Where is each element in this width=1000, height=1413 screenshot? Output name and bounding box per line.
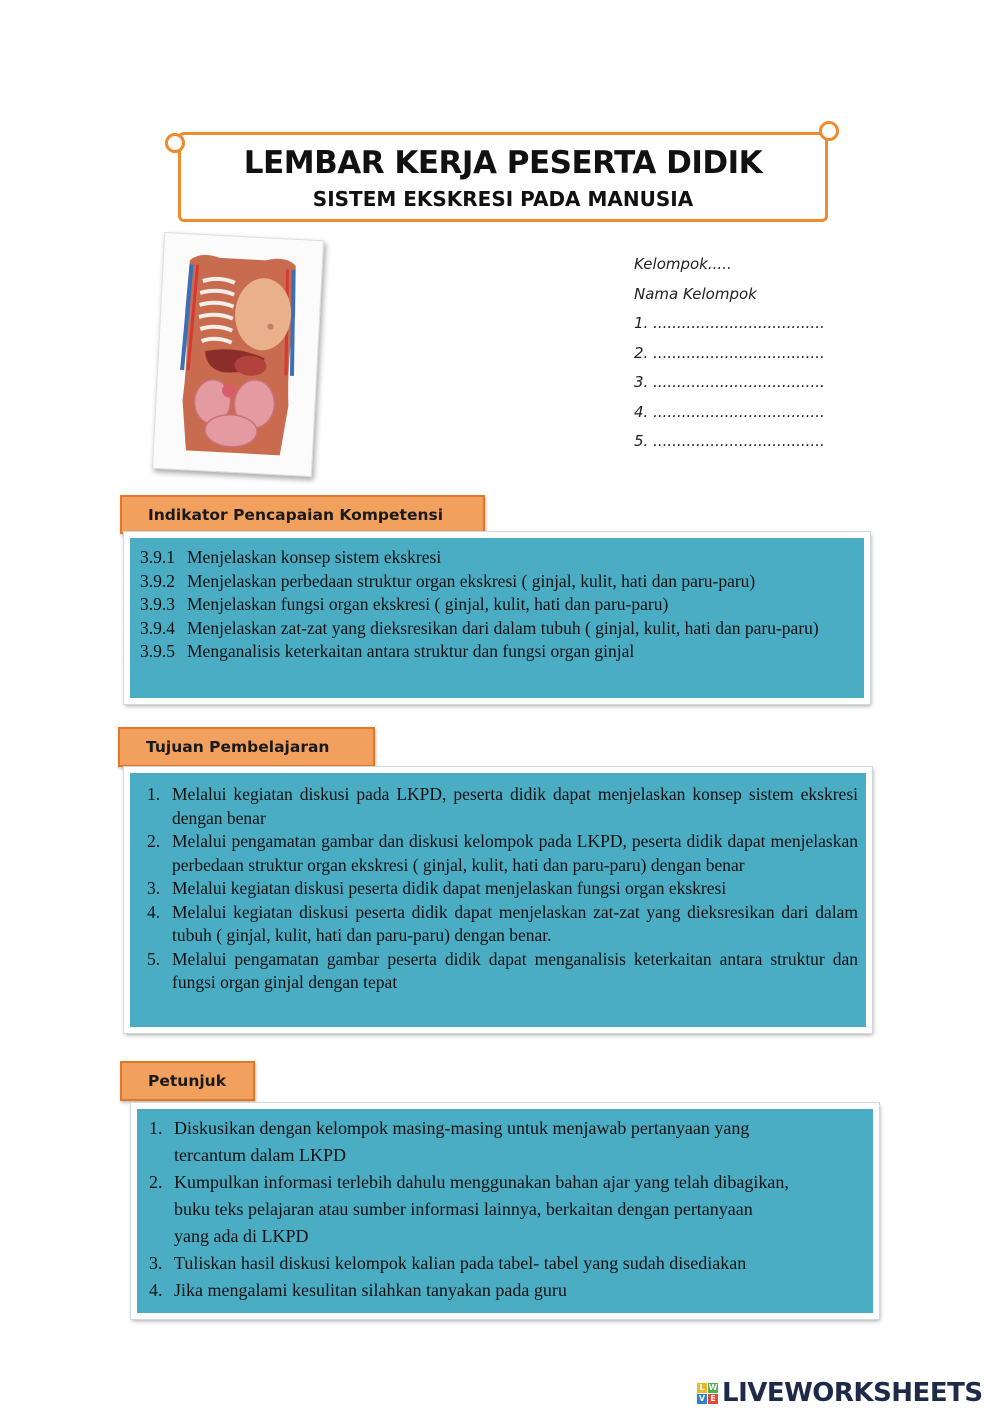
indikator-heading xyxy=(120,495,485,534)
list-item: 2. Kumpulkan informasi terlebih dahulu menggunakan bahan ajar yang telah dibagikan, buku teks pelajaran atau sumber informasi lainnya, berkaitan dengan pertanyaan yang ada di LKPD xyxy=(149,1172,789,1246)
scroll-curl-left-icon xyxy=(165,133,185,153)
list-item: 4. Melalui kegiatan diskusi peserta didik dapat menjelaskan zat-zat yang dieksresikan dari dalam tubuh ( ginjal, kulit, hati dan paru-paru) dengan benar. xyxy=(147,901,858,945)
list-item: 3. Melalui kegiatan diskusi peserta didik dapat menjelaskan fungsi organ ekskresi xyxy=(147,878,727,898)
list-item: 2. Melalui pengamatan gambar dan diskusi kelompok pada LKPD, peserta didik dapat menjelaskan perbedaan struktur organ ekskresi ( ginjal, kulit, hati dan paru-paru) dengan benar xyxy=(147,831,858,875)
petunjuk-heading xyxy=(120,1061,255,1101)
title-banner xyxy=(178,132,828,222)
group-label[interactable]: Kelompok..... xyxy=(634,255,732,273)
anatomy-photo xyxy=(152,232,324,477)
list-item: 5. Melalui pengamatan gambar peserta didik dapat menganalisis keterkaitan antara struktur dan fungsi organ ginjal dengan tepat xyxy=(147,948,858,992)
tujuan-heading-label: Tujuan Pembelajaran xyxy=(146,738,330,756)
scroll-curl-right-icon xyxy=(819,121,839,141)
member-line-4[interactable]: 4. .................................... xyxy=(634,402,825,421)
petunjuk-box xyxy=(131,1103,879,1319)
list-item: 3.9.2 Menjelaskan perbedaan struktur organ ekskresi ( ginjal, kulit, hati dan paru-paru) xyxy=(140,570,756,591)
member-line-3[interactable]: 3. .................................... xyxy=(634,373,825,391)
list-item: 1. Melalui kegiatan diskusi pada LKPD, peserta didik dapat menjelaskan konsep sistem ekskresi dengan benar xyxy=(147,784,858,828)
page-subtitle: SISTEM EKSKRESI PADA MANUSIA xyxy=(312,187,694,211)
liveworksheets-footer[interactable] xyxy=(697,1378,983,1408)
member-line-5[interactable]: 5. .................................... xyxy=(634,432,825,450)
list-item: 3.9.3 Menjelaskan fungsi organ ekskresi ( ginjal, kulit, hati dan paru-paru) xyxy=(140,594,669,614)
member-line-2[interactable]: 2. .................................... xyxy=(634,343,825,362)
tujuan-box xyxy=(124,767,872,1033)
page-title: LEMBAR KERJA PESERTA DIDIK xyxy=(243,145,763,181)
liveworksheets-brand: LIVEWORKSHEETS xyxy=(722,1378,983,1408)
list-item: 3.9.1 Menjelaskan konsep sistem ekskresi xyxy=(140,547,442,567)
list-item: 3.9.4 Menjelaskan zat-zat yang dieksresikan dari dalam tubuh ( ginjal, kulit, hati dan paru-paru) xyxy=(140,617,819,638)
petunjuk-heading-label: Petunjuk xyxy=(148,1072,227,1090)
human-anatomy-icon xyxy=(170,250,306,458)
list-item: 3. Tuliskan hasil diskusi kelompok kalian pada tabel- tabel yang sudah disediakan xyxy=(149,1253,747,1273)
group-info xyxy=(634,250,825,457)
indikator-heading-label: Indikator Pencapaian Kompetensi xyxy=(148,505,444,524)
indikator-box xyxy=(124,532,870,704)
liveworksheets-logo-icon: L W V E xyxy=(698,1382,718,1403)
group-members-label: Nama Kelompok xyxy=(634,284,757,303)
member-line-1[interactable]: 1. .................................... xyxy=(634,314,825,332)
list-item: 4. Jika mengalami kesulitan silahkan tanyakan pada guru xyxy=(149,1280,567,1300)
list-item: 3.9.5 Menganalisis keterkaitan antara struktur dan fungsi organ ginjal xyxy=(140,641,635,661)
tujuan-heading xyxy=(118,727,375,767)
list-item: 1. Diskusikan dengan kelompok masing-masing untuk menjawab pertanyaan yang tercantum dalam LKPD xyxy=(149,1118,750,1165)
